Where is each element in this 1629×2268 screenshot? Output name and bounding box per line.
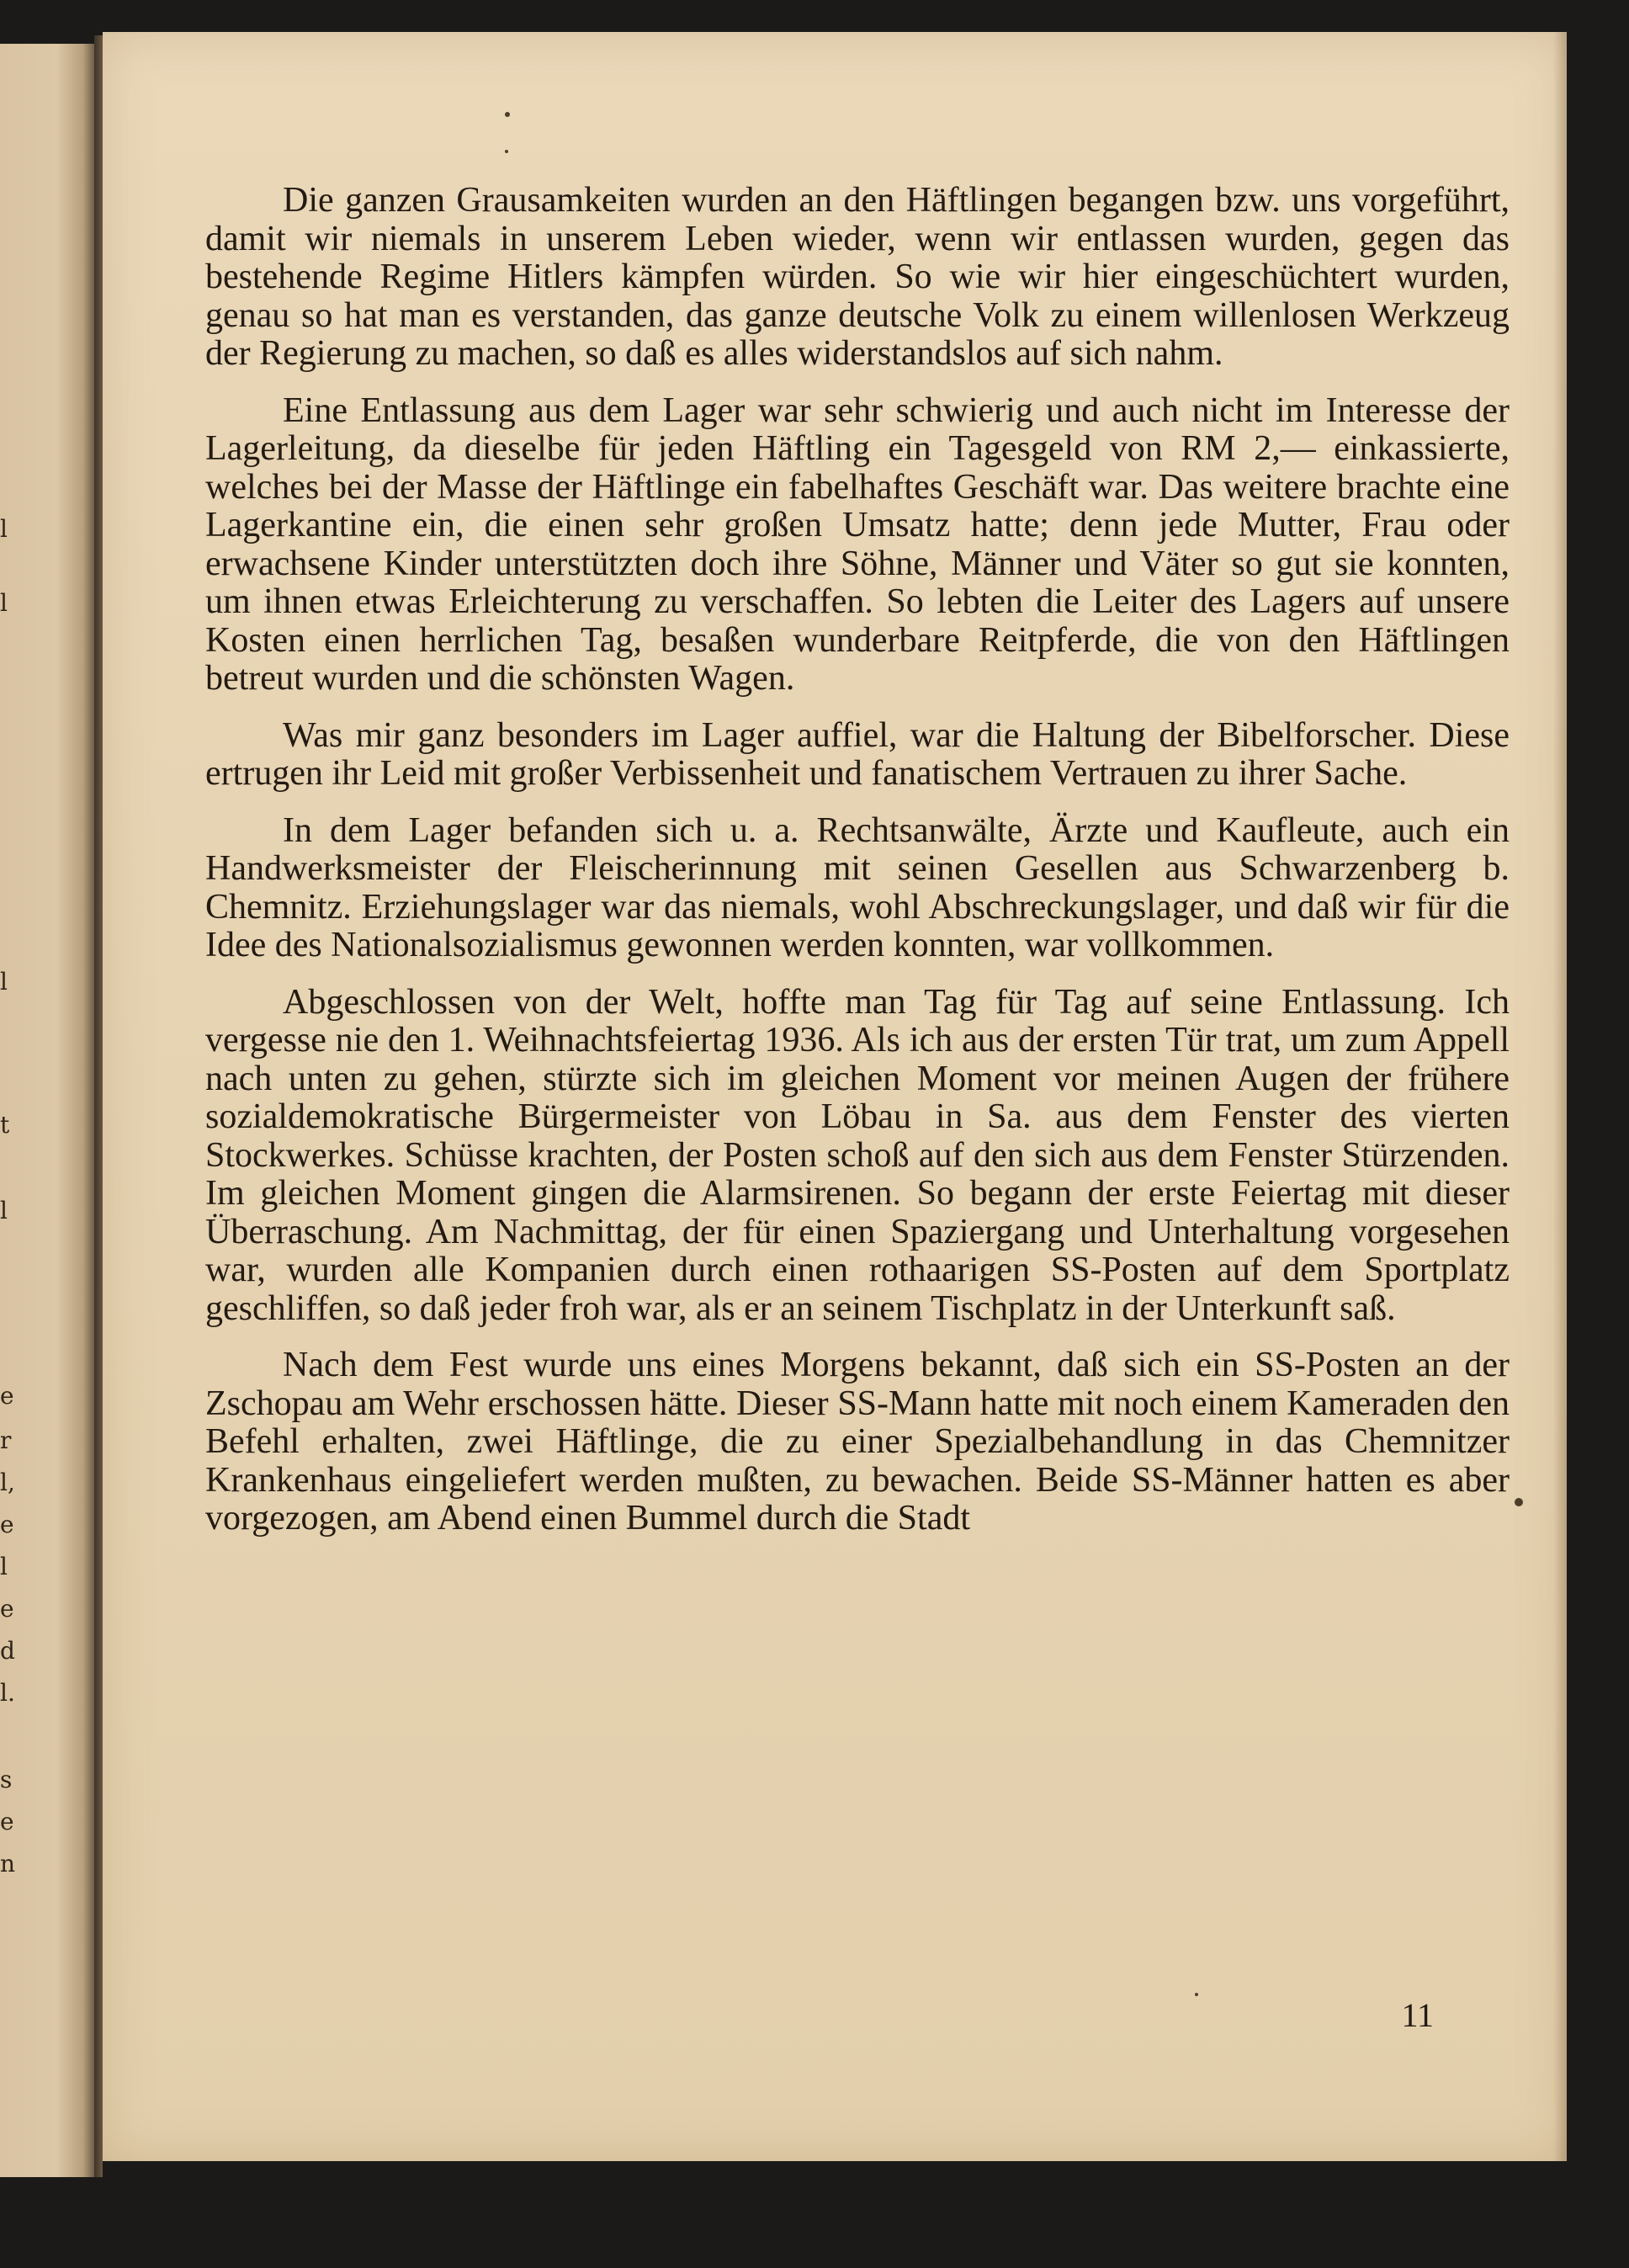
book-page [103, 32, 1567, 2161]
edge-fragment: n [0, 1850, 16, 1878]
paper-speck [1515, 1498, 1523, 1506]
page-edge-shadow [1553, 32, 1567, 2161]
edge-fragment: e [0, 1595, 14, 1623]
body-text [205, 182, 1510, 1557]
edge-fragment: d [0, 1637, 15, 1665]
page-number: 11 [1401, 1996, 1434, 2034]
facing-page-text-fragments [0, 44, 25, 2177]
edge-fragment: e [0, 1382, 14, 1410]
paragraph: Die ganzen Grausamkeiten wurden an den Häftlingen begangen bzw. uns vorgeführt, damit wir niemals in unserem Leben wieder, wenn wir entlassen wurden, gegen das bestehende Regime Hitlers kämpfen würden. So wie wir hier eingeschüchtert wurden, genau so hat man es verstanden, das ganze deutsche Volk zu einem willenlosen Werkzeug der Regierung zu machen, so daß es alles widerstandslos auf sich nahm. [205, 181, 1510, 373]
facing-page-edge [0, 44, 94, 2177]
edge-fragment: l. [0, 1679, 15, 1707]
edge-fragment: r [0, 1426, 12, 1454]
paragraph: In dem Lager befanden sich u. a. Rechtsanwälte, Ärzte und Kaufleute, auch ein Handwerksmeister der Fleischerinnung mit seinen Gesellen aus Schwarzenberg b. Chemnitz. Erziehungslager war das niemals, wohl Abschreckungslager, und daß wir für die Idee des Nationalsozialismus gewonnen werden konnten, war vollkommen. [205, 810, 1510, 964]
paragraph: Eine Entlassung aus dem Lager war sehr schwierig und auch nicht im Interesse der Lagerleitung, da dieselbe für jeden Häftling ein Tagesgeld von RM 2,— einkassierte, welches bei der Masse der Häftlinge ein fabelhaftes Geschäft war. Das weitere brachte eine Lagerkantine ein, die einen sehr großen Umsatz hatte; denn jede Mutter, Frau oder erwachsene Kinder unterstützten doch ihre Söhne, Männer und Väter so gut sie konnten, um ihnen etwas Erleichterung zu verschaffen. So lebten die Leiter des Lagers auf unsere Kosten einen herrlichen Tag, besaßen wunderbare Reitpferde, die von den Häftlingen betreut wurden und die schönsten Wagen. [205, 390, 1510, 698]
edge-fragment: e [0, 1808, 14, 1835]
edge-fragment: l [0, 589, 8, 617]
paragraph: Was mir ganz besonders im Lager auffiel, war die Haltung der Bibelforscher. Diese ertrugen ihr Leid mit großer Verbissenheit und fanatischem Vertrauen zu ihrer Sache. [205, 715, 1510, 793]
edge-fragment: l [0, 515, 8, 543]
book-gutter [94, 35, 103, 2177]
edge-fragment: l [0, 1197, 8, 1224]
paper-speck [505, 150, 508, 153]
edge-fragment: l [0, 1553, 8, 1580]
edge-fragment: t [0, 1111, 10, 1139]
paragraph: Abgeschlossen von der Welt, hoffte man Tag für Tag auf seine Entlassung. Ich vergesse nie den 1. Weihnachtsfeiertag 1936. Als ich aus der ersten Tür trat, um zum Appell nach unten zu gehen, stürzte sich im gleichen Moment vor meinen Augen der frühere sozialdemokratische Bürgermeister von Löbau in Sa. aus dem Fenster des vierten Stockwerkes. Schüsse krachten, der Posten schoß auf den sich aus dem Fenster Stürzenden. Im gleichen Moment gingen die Alarmsirenen. So begann der erste Feiertag mit dieser Überraschung. Am Nachmittag, der für einen Spaziergang und Unterhaltung vorgesehen war, wurden alle Kompanien durch einen rothaarigen SS-Posten auf dem Sportplatz geschliffen, so daß jeder froh war, als er an seinem Tischplatz in der Unterkunft saß. [205, 982, 1510, 1328]
edge-fragment: l, [0, 1469, 15, 1496]
edge-fragment: s [0, 1766, 13, 1793]
edge-fragment: l [0, 968, 8, 996]
edge-fragment: e [0, 1511, 14, 1538]
paper-speck [505, 112, 510, 117]
paper-speck [1195, 1993, 1198, 1996]
paragraph: Nach dem Fest wurde uns eines Morgens bekannt, daß sich ein SS-Posten an der Zschopau am Wehr erschossen hätte. Dieser SS-Mann hatte mit noch einem Kameraden den Befehl erhalten, zwei Häftlinge, die zu einer Spezialbehandlung in das Chemnitzer Krankenhaus eingeliefert werden mußten, zu bewachen. Beide SS-Männer hatten es aber vorgezogen, am Abend einen Bummel durch die Stadt [205, 1346, 1510, 1538]
